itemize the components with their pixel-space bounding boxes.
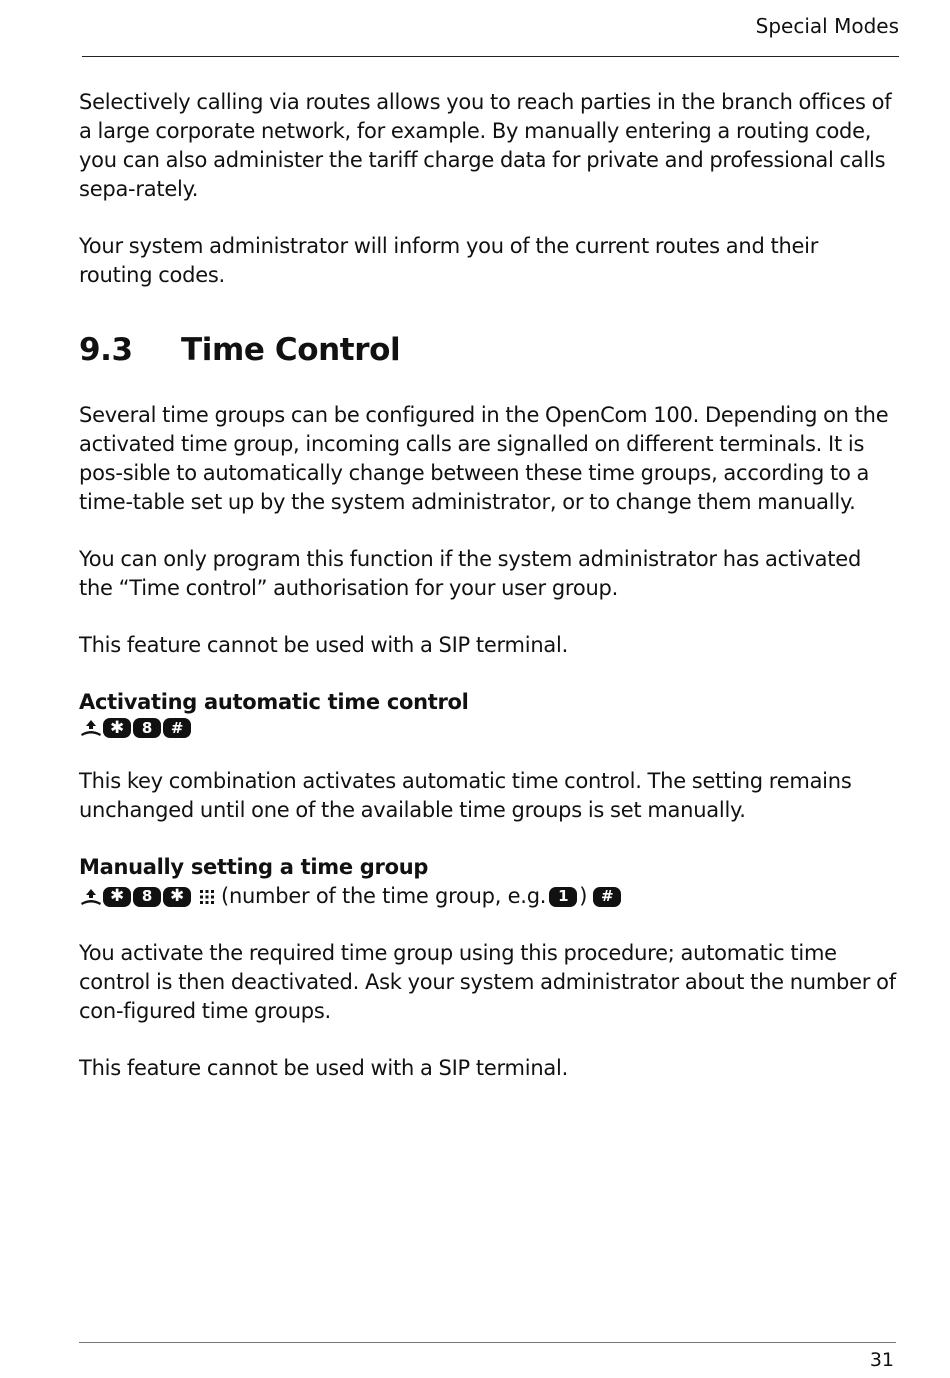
auto-description: This key combination activates automatic time control. The setting remains unchanged until one of the available time groups is set manually. xyxy=(79,769,852,822)
header-divider xyxy=(82,56,899,57)
star-key-icon: ✱ xyxy=(163,887,191,907)
handset-lift-icon xyxy=(79,886,103,908)
star-key-icon: ✱ xyxy=(103,887,131,907)
eight-key-icon: 8 xyxy=(133,887,161,907)
time-group-hint: (number of the time group, e.g. xyxy=(221,884,547,908)
keypad-grid-icon xyxy=(199,889,215,905)
section-heading xyxy=(79,332,897,368)
manual-note: This feature cannot be used with a SIP terminal. xyxy=(79,1056,569,1080)
section-number: 9.3 xyxy=(79,332,133,368)
section-paragraph-2: You can only program this function if the system administrator has activated the “Time control” authorisation for your user group. xyxy=(79,547,862,600)
page-number: 31 xyxy=(869,1349,894,1371)
manual-description: You activate the required time group using this procedure; automatic time control is then deactivated. Ask your system administrator about the number of con-figured time groups. xyxy=(79,941,896,1023)
manual-heading: Manually setting a time group xyxy=(79,855,429,879)
section-paragraph-1: Several time groups can be configured in the OpenCom 100. Depending on the activated time group, incoming calls are signalled on different terminals. It is pos-sible to automatically change between these time groups, according to a time-table set up by the system administrator, or to change them manually. xyxy=(79,403,889,514)
footer-divider xyxy=(79,1342,896,1343)
intro-paragraph-1: Selectively calling via routes allows you to reach parties in the branch offices of a large corporate network, for example. By manually entering a routing code, you can also administer the tariff charge data for private and professional calls sepa-rately. xyxy=(79,90,892,201)
running-header: Special Modes xyxy=(755,14,899,38)
eight-key-icon: 8 xyxy=(133,718,161,738)
auto-heading: Activating automatic time control xyxy=(79,690,469,714)
intro-paragraph-2: Your system administrator will inform you of the current routes and their routing codes. xyxy=(79,234,819,287)
hash-key-icon: # xyxy=(593,887,621,907)
manual-key-sequence xyxy=(79,882,897,911)
close-paren: ) xyxy=(579,884,588,908)
handset-lift-icon xyxy=(79,717,103,739)
star-key-icon: ✱ xyxy=(103,718,131,738)
hash-key-icon: # xyxy=(163,718,191,738)
section-title: Time Control xyxy=(181,332,401,368)
section-paragraph-3: This feature cannot be used with a SIP terminal. xyxy=(79,633,569,657)
one-key-icon: 1 xyxy=(549,887,577,907)
page-content xyxy=(79,88,897,1111)
auto-key-sequence xyxy=(79,717,897,739)
